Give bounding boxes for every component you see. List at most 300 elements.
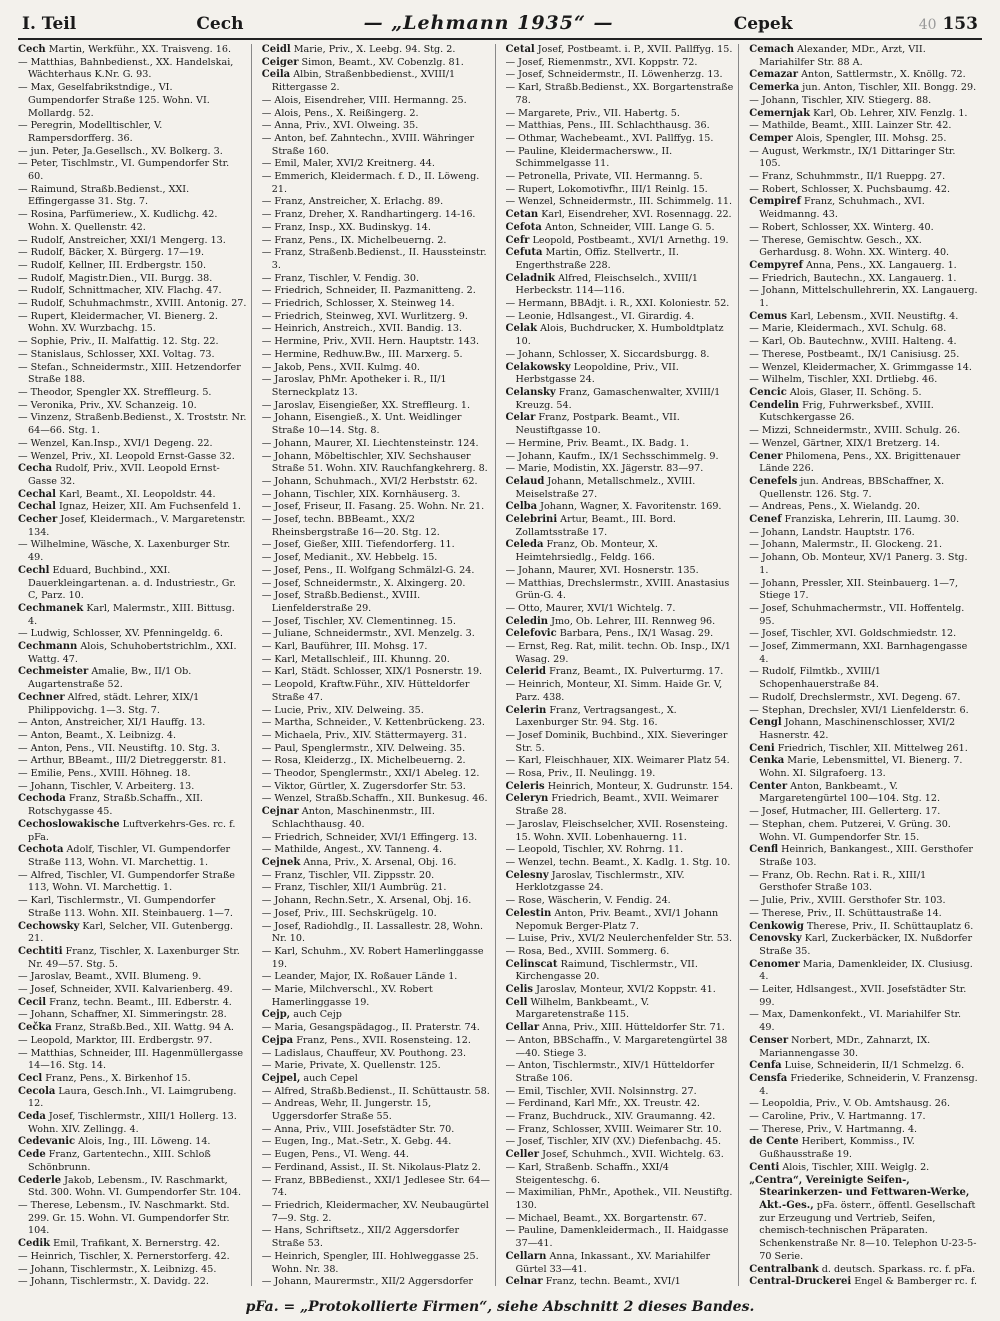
entry-text: — Therese, Priv., V. Hartmanng. 4. — [749, 1123, 918, 1135]
entry-text: — Hermine, Priv., XVII. Hern. Hauptstr. 143. — [261, 336, 480, 348]
entry-text: Leopold, Postbeamt., XVI/1 Arnethg. 19. — [529, 234, 729, 246]
directory-entry — [262, 705, 491, 718]
entry-text: — Anton, Tischlermstr., XIV/1 Hütteldorfer Straße 106. — [505, 1060, 715, 1084]
first-entry-word: Cech — [196, 14, 244, 34]
directory-entry — [18, 1035, 247, 1048]
entry-text: — Rupert, Kleidermacher, VI. Bienerg. 2. Wohn. XV. Wurzbachg. 15. — [18, 310, 218, 335]
entry-text: — Josef, Schneider, XVII. Kalvarienberg. 49. — [18, 984, 233, 996]
directory-entry — [262, 476, 491, 489]
entry-surname: Celedin — [505, 615, 549, 627]
directory-entry — [262, 946, 491, 971]
entry-text: Alois, Ing., III. Löweng. 14. — [75, 1136, 211, 1148]
entry-text: — Heinrich, Tischler, X. Pernerstorferg. 42. — [18, 1250, 230, 1262]
entry-text: Franz, Ob. Monteur, X. Heimtehrsiedlg., Feldg. 166. — [515, 539, 658, 564]
directory-entry — [506, 933, 735, 946]
entry-text: — Ernst, Reg. Rat, milit. techn. Ob. Insp., IX/1 Wasag. 29. — [505, 641, 731, 665]
entry-text: — Josef, Schneidermstr., II. Löwenherzg. 13. — [505, 69, 723, 81]
entry-text: — Vinzenz, Straßenb.Bedienst., X. Troststr. Nr. 64—66. Stg. 1. — [18, 412, 247, 437]
entry-text: d. deutsch. Sparkass. rc. f. pFa. — [818, 1263, 976, 1275]
entry-text: — Hermann, BBAdjt. i. R., XXI. Koloniestr. 52. — [505, 298, 730, 310]
entry-text: Norbert, MDr., Zahnarzt, IX. Mariannengasse 30. — [759, 1034, 931, 1059]
entry-text: — Rudolf, Kellner, III. Erdbergstr. 150. — [18, 259, 207, 271]
entry-surname: Celerin — [505, 704, 547, 716]
entry-text: — Anna, Priv., XVI. Olweing. 35. — [261, 120, 419, 132]
entry-text: — Therese, Lebensm., IV. Naschmarkt. Std. 299. Gr. 15. Wohn. VI. Gumpendorfer Str. 104. — [18, 1199, 230, 1237]
entry-text: — Jakob, Pens., XVII. Kulmg. 40. — [261, 361, 420, 373]
entry-text: — Wenzel, Gärtner, XIX/1 Bretzerg. 14. — [749, 437, 940, 449]
directory-entry — [18, 158, 247, 183]
entry-text: — Heinrich, Spengler, III. Hohlweggasse 25. Wohn. Nr. 38. — [261, 1250, 479, 1275]
entry-surname: Cemernjak — [749, 107, 811, 119]
directory-entry — [506, 1022, 735, 1035]
directory-entry — [506, 959, 735, 984]
entry-surname: Celesny — [505, 869, 549, 881]
directory-entry — [18, 692, 247, 717]
directory-entry — [506, 44, 735, 57]
directory-entry — [749, 146, 978, 171]
entry-text: — Leiter, Hdlsangest., XVII. Josefstädter Str. 99. — [749, 984, 967, 1008]
directory-entry — [749, 82, 978, 95]
entry-surname: Cemazar — [749, 69, 799, 81]
directory-entry — [262, 1009, 491, 1022]
directory-entry — [18, 1073, 247, 1086]
entry-text: — Othmar, Wachebeamt., XVI. Pallffyg. 15. — [505, 132, 714, 144]
directory-entry — [262, 781, 491, 794]
entry-surname: Cechowsky — [18, 920, 80, 932]
directory-entry — [18, 451, 247, 464]
entry-text: — Stanislaus, Schlosser, XXI. Voltag. 73. — [18, 348, 215, 360]
entry-text: — Anton, bef. Zahntechn., XVIII. Währinger Straße 160. — [261, 132, 475, 157]
entry-text: Karl, Lebensm., XVII. Neustiftg. 4. — [787, 310, 959, 322]
entry-text: — Mizzi, Schneidermstr., XVIII. Schulg. 26. — [749, 425, 961, 437]
entry-text: Anna, Inkassant., XV. Mariahilfer Gürtel 33—41. — [515, 1250, 711, 1275]
entry-surname: Celeris — [505, 780, 545, 792]
entry-text: — Wenzel, Kan.Insp., XVI/1 Degeng. 22. — [18, 437, 213, 449]
entry-surname: Cenefels — [749, 475, 798, 487]
directory-entry — [18, 971, 247, 984]
entry-text: — Rosina, Parfümeriew., X. Kudlichg. 42. Wohn. X. Quellenstr. 42. — [18, 209, 218, 233]
entry-text: Johann, Metallschmelz., XVIII. Meiselstraße 27. — [515, 475, 696, 500]
directory-entry — [262, 349, 491, 362]
entry-text: Karl, Zuckerbäcker, IX. Nußdorfer Straße 35. — [759, 933, 973, 957]
entry-text: — Robert, Schlosser, XX. Winterg. 40. — [749, 221, 934, 233]
entry-text: Franz, Vertragsangest., X. Laxenburger Str. 94. Stg. 16. — [515, 704, 677, 729]
directory-entry — [18, 438, 247, 451]
entry-surname: Cecha — [18, 463, 53, 475]
entry-text: Maria, Damenkleider, IX. Clusiusg. 4. — [759, 958, 973, 983]
entry-text: — Theodor, Spenglermstr., XXI/1 Abeleg. 12. — [261, 768, 480, 780]
entry-text: Anton, Maschinenmstr., III. Schlachthausg. 40. — [271, 806, 435, 830]
directory-entry — [18, 1111, 247, 1136]
entry-text: Karl, Malermstr., XIII. Bittusg. 4. — [28, 602, 235, 627]
directory-entry — [506, 705, 735, 730]
entry-text: — Josef, Gießer, XIII. Tiefendorferg. 11. — [261, 539, 455, 551]
directory-entry — [506, 895, 735, 908]
directory-entry — [262, 806, 491, 831]
entry-text: Franz, Schuhmach., XVI. Weidmanng. 43. — [759, 196, 925, 221]
entry-surname: Centralbank — [749, 1263, 819, 1275]
directory-entry — [749, 933, 978, 958]
entry-text: Karl, Eisendreher, XVI. Rosennagg. 22. — [538, 209, 732, 221]
directory-entry — [506, 946, 735, 959]
directory-entry — [18, 717, 247, 730]
entry-text: — jun. Peter, Ja.Gesellsch., XV. Bolkerg. 3. — [18, 145, 223, 157]
directory-entry — [18, 362, 247, 387]
entry-text: — Michael, Beamt., XX. Borgartenstr. 67. — [505, 1212, 707, 1224]
directory-entry — [749, 628, 978, 641]
entry-text: — Leander, Major, IX. Roßauer Lände 1. — [261, 971, 458, 983]
entry-text: Artur, Beamt., III. Bord. Zollamtsstraße 17. — [515, 514, 676, 538]
directory-entry — [262, 565, 491, 578]
directory-entry — [749, 921, 978, 934]
directory-entry — [506, 463, 735, 476]
directory-entry — [506, 1136, 735, 1149]
directory-entry — [18, 984, 247, 997]
entry-text: Alfred, städt. Lehrer, XIX/1 Philippovichg. 1—3. Stg. 7. — [28, 691, 200, 716]
entry-text: — Franz, BBBedienst., XXI/1 Jedlesee Str. 64—74. — [261, 1174, 490, 1199]
directory-entry — [262, 438, 491, 451]
entry-text: Frig, Fuhrwerksbef., XVIII. Kutschkergasse 26. — [759, 399, 934, 424]
directory-entry — [506, 1060, 735, 1085]
entry-text: — Mathilde, Angest., XV. Tanneng. 4. — [261, 844, 443, 856]
directory-entry — [749, 1276, 978, 1286]
directory-entry — [262, 1175, 491, 1200]
entry-text: Karl, Beamt., XI. Leopoldstr. 44. — [55, 488, 216, 500]
directory-entry — [18, 819, 247, 844]
entry-text: — Otto, Maurer, XVI/1 Wichtelg. 7. — [505, 602, 676, 614]
directory-entry — [18, 501, 247, 514]
directory-entry — [18, 1022, 247, 1035]
directory-entry — [18, 921, 247, 946]
directory-entry — [262, 1200, 491, 1225]
entry-surname: Celinscat — [505, 958, 558, 970]
entry-surname: Cede — [18, 1149, 46, 1161]
entry-text: — Josef, Pens., II. Wolfgang Schmälzl-G. 24. — [261, 564, 475, 576]
page-footer-note: pFa. = „Protokollierte Firmen“, siehe Abschnitt 2 dieses Bandes. — [245, 1299, 755, 1315]
volume-label: I. Teil — [22, 14, 77, 34]
entry-surname: Cetal — [505, 44, 535, 55]
entry-text: — Stefan., Schneidermstr., XIII. Hetzendorfer Straße 188. — [18, 361, 241, 386]
directory-entry — [262, 616, 491, 629]
directory-entry — [749, 387, 978, 400]
entry-text: Anna, Priv., XIII. Hütteldorfer Str. 71. — [539, 1022, 725, 1034]
directory-entry — [506, 679, 735, 704]
entry-text: — Maximilian, PhMr., Apothek., VII. Neustiftg. 130. — [505, 1187, 733, 1211]
directory-entry — [262, 755, 491, 768]
directory-entry — [18, 387, 247, 400]
entry-text: — Leopoldia, Priv., V. Ob. Amtshausg. 26. — [749, 1098, 951, 1110]
entry-text: — Wenzel, Straßb.Schaffn., XII. Bunkesug. 46. — [261, 793, 488, 805]
entry-text: Laura, Gesch.Inh., VI. Laimgrubeng. 12. — [28, 1085, 237, 1110]
entry-surname: Censfa — [749, 1072, 788, 1084]
directory-entry — [749, 133, 978, 146]
entry-text: — Eugen, Ing., Mat.-Setr., X. Gebg. 44. — [261, 1136, 452, 1148]
directory-entry — [18, 209, 247, 234]
directory-entry — [506, 1225, 735, 1250]
entry-text: — Johann, Tischlermstr., X. Davidg. 22. — [18, 1276, 209, 1286]
directory-entry — [262, 158, 491, 171]
entry-surname: Cemper — [749, 132, 793, 144]
directory-entry — [506, 298, 735, 311]
entry-text: — Franz, Dreher, X. Randhartingerg. 14-16. — [261, 209, 476, 221]
entry-text: — Rudolf, Magistr.Dien., VII. Burgg. 38. — [18, 272, 213, 284]
directory-entry — [506, 603, 735, 616]
entry-text: — Hermine, Priv. Beamt., IX. Badg. 1. — [505, 437, 689, 449]
directory-entry — [506, 628, 735, 641]
directory-entry — [749, 539, 978, 552]
pencil-annotation: 40 — [918, 17, 937, 33]
entry-surname: Celansky — [505, 386, 556, 398]
entry-text: Luftverkehrs-Ges. rc. f. pFa. — [28, 818, 236, 843]
directory-entry — [749, 1175, 978, 1264]
entry-text: — Rosa, Kleiderzg., IX. Michelbeuerng. 2. — [261, 755, 466, 767]
entry-surname: Celebrini — [505, 514, 558, 526]
entry-text: — Johann, Mittelschullehrerin, XX. Langauerg. 1. — [749, 285, 978, 310]
entry-surname: de Cente — [749, 1136, 799, 1148]
directory-entry — [18, 349, 247, 362]
entry-text: — Emilie, Pens., XVIII. Höhneg. 18. — [18, 768, 191, 780]
directory-entry — [506, 1213, 735, 1226]
directory-entry — [749, 362, 978, 375]
directory-entry — [18, 743, 247, 756]
entry-surname: Cell — [505, 996, 528, 1008]
directory-entry — [506, 793, 735, 818]
entry-text: — Pauline, Damenkleidermach., II. Haidgasse 37—41. — [505, 1225, 729, 1250]
entry-text: Franz, Tischler, X. Laxenburger Str. Nr. 49—57. Stg. 5. — [28, 945, 240, 970]
directory-entry — [506, 133, 735, 146]
entry-surname: Cenovsky — [749, 933, 802, 945]
directory-entry — [18, 1149, 247, 1174]
entry-text: — Raimund, Straßb.Bedienst., XXI. Effingergasse 31. Stg. 7. — [18, 183, 190, 208]
entry-text: — Therese, Postbeamt., IX/1 Canisiusg. 25. — [749, 348, 960, 360]
entry-text: — Franz, Tischler, XII/1 Aumbrüg. 21. — [261, 882, 447, 894]
directory-entry — [18, 1276, 247, 1286]
directory-entry — [18, 1009, 247, 1022]
directory-entry — [262, 641, 491, 654]
entry-text: — Rudolf, Schuhmachmstr., XVIII. Antonig. 27. — [18, 298, 247, 310]
directory-entry — [506, 476, 735, 501]
entry-surname: Celba — [505, 501, 538, 513]
directory-entry — [749, 578, 978, 603]
entry-text: — Peter, Tischlmstr., VI. Gumpendorfer Str. 60. — [18, 158, 230, 183]
entry-text: — Juliane, Schneidermstr., XVI. Menzelg. 3. — [261, 628, 475, 640]
entry-text: Philomena, Pens., XX. Brigittenauer Lände 226. — [759, 450, 961, 475]
directory-columns — [18, 44, 982, 1286]
directory-entry — [18, 412, 247, 437]
entry-surname: Cechmeister — [18, 666, 89, 678]
directory-entry — [262, 1048, 491, 1061]
directory-entry — [18, 895, 247, 920]
directory-entry — [749, 501, 978, 514]
entry-text: — Karl, Metallschleif., III. Khunng. 20. — [261, 653, 450, 665]
entry-text: jun. Andreas, BBSchaffner, X. Quellenstr. 126. Stg. 7. — [759, 475, 945, 500]
entry-text: — Ludwig, Schlosser, XV. Pfenningeldg. 6. — [18, 628, 223, 640]
entry-text: — Maria, Gesangspädagog., II. Praterstr. 74. — [261, 1022, 480, 1034]
entry-text: Anton, Bankbeamt., V. Margaretengürtel 100—104. Stg. 12. — [759, 780, 941, 805]
directory-entry — [506, 1276, 735, 1286]
entry-text: — August, Werkmstr., IX/1 Dittaringer Str. 105. — [749, 145, 956, 170]
directory-entry — [262, 1276, 491, 1286]
directory-entry — [506, 171, 735, 184]
entry-surname: Cechal — [18, 488, 56, 500]
entry-text: Martin, Offiz. Stellvertr., II. Engerthstraße 228. — [515, 247, 679, 271]
directory-entry — [506, 349, 735, 362]
directory-entry — [749, 1035, 978, 1060]
directory-entry — [749, 285, 978, 310]
directory-entry — [749, 425, 978, 438]
entry-text: Heinrich, Bankangest., XIII. Gersthofer Straße 103. — [759, 844, 973, 868]
entry-surname: Celak — [505, 323, 538, 335]
directory-entry — [262, 57, 491, 70]
directory-entry — [506, 120, 735, 133]
entry-surname: Cenomer — [749, 958, 800, 970]
page-title: — „Lehmann 1935“ — — [363, 12, 614, 34]
entry-text: — Leopold, Kraftw.Führ., XIV. Hütteldorfer Straße 47. — [261, 679, 470, 703]
directory-entry — [18, 1175, 247, 1200]
directory-entry — [506, 539, 735, 564]
page-header — [18, 12, 982, 40]
directory-entry — [506, 323, 735, 348]
entry-text: — Therese, Gemischtw. Gesch., XX. Gerhardusg. 8. Wohn. XX. Winterg. 40. — [749, 234, 950, 259]
directory-entry — [749, 44, 978, 69]
entry-surname: Celler — [505, 1149, 540, 1161]
entry-text: — Viktor, Gürtler, X. Zugersdorfer Str. 53. — [261, 780, 466, 792]
entry-text: Raimund, Tischlermstr., VII. Kirchengasse 20. — [515, 958, 698, 983]
entry-text: — Jaroslav, PhMr. Apotheker i. R., II/1 Sterneckplatz 13. — [261, 374, 447, 398]
directory-entry — [262, 44, 491, 57]
directory-entry — [749, 1264, 978, 1277]
entry-text: auch Cejp — [290, 1009, 342, 1021]
directory-entry — [18, 768, 247, 781]
directory-entry — [18, 463, 247, 488]
entry-text: Heribert, Kommiss., IV. Gußhausstraße 19. — [759, 1136, 915, 1161]
entry-text: auch Cepel — [300, 1072, 358, 1084]
entry-surname: Cemach — [749, 44, 794, 55]
directory-entry — [749, 451, 978, 476]
entry-text: Friedrich, Beamt., XVII. Weimarer Straße 28. — [515, 793, 719, 818]
entry-text: — Josef, Radiohdlg., II. Lassallestr. 28, Wohn. Nr. 10. — [261, 920, 484, 945]
entry-text: — Johann, Maurer, XI. Liechtensteinstr. 124. — [261, 437, 479, 449]
entry-text: Engel & Bamberger rc. f. — [854, 1276, 977, 1286]
entry-text: — Josef, Schneidermstr., X. Alxingerg. 20. — [261, 577, 466, 589]
directory-entry — [506, 908, 735, 933]
entry-text: — Rudolf, Bäcker, X. Bürgerg. 17—19. — [18, 247, 205, 259]
entry-text: — Rudolf, Drechslermstr., XVI. Degeng. 67. — [749, 691, 961, 703]
entry-text: — Johann, Möbeltischler, XIV. Sechshauser Straße 51. Wohn. XIV. Rauchfangkehrerg. 8. — [261, 450, 488, 475]
directory-entry — [18, 489, 247, 502]
directory-entry — [749, 641, 978, 666]
entry-text: Marie, Priv., X. Leebg. 94. Stg. 2. — [290, 44, 456, 55]
column-3 — [506, 44, 740, 1286]
directory-entry — [506, 438, 735, 451]
directory-entry — [506, 196, 735, 209]
directory-entry — [749, 108, 978, 121]
entry-text: — Karl, Tischlermstr., VI. Gumpendorfer Straße 113. Wohn. XII. Steinbauerg. 1—7. — [18, 895, 233, 919]
directory-entry — [18, 1200, 247, 1238]
entry-text: — Jaroslav, Eisengießer, XX. Streffleurg. 1. — [261, 399, 471, 411]
directory-entry — [18, 628, 247, 641]
directory-entry — [506, 1098, 735, 1111]
entry-text: Anton, Schneider, VIII. Lange G. 5. — [541, 221, 715, 233]
entry-text: Franz, Beamt., IX. Pulverturmg. 17. — [546, 666, 724, 678]
directory-entry — [262, 1124, 491, 1137]
entry-surname: Cellarn — [505, 1250, 547, 1262]
directory-entry — [18, 641, 247, 666]
directory-entry — [506, 984, 735, 997]
entry-surname: Cechtiti — [18, 945, 63, 957]
entry-text: — Ladislaus, Chauffeur, XV. Pouthong. 23. — [261, 1047, 467, 1059]
entry-text: — Matthias, Bahnbedienst., XX. Handelskai, Wächterhaus K.Nr. G. 93. — [18, 56, 234, 81]
entry-text: — Arthur, BBeamt., III/2 Dietreggerstr. 81. — [18, 755, 227, 767]
entry-surname: Cencic — [749, 386, 787, 398]
directory-entry — [262, 247, 491, 272]
entry-surname: Cempyref — [749, 259, 803, 271]
entry-surname: Cech — [18, 44, 46, 55]
entry-text: Johann, Wagner, X. Favoritenstr. 169. — [537, 501, 722, 513]
directory-entry — [749, 1111, 978, 1124]
entry-text: Franz, Postpark. Beamt., VII. Neustiftgasse 10. — [515, 412, 680, 437]
directory-entry — [506, 362, 735, 387]
entry-text: Anton, Sattlermstr., X. Knöllg. 72. — [798, 69, 966, 81]
entry-text: — Friedrich, Schlosser, X. Steinweg 14. — [261, 298, 455, 310]
directory-entry — [262, 793, 491, 806]
entry-text: Alois, Tischler, XIII. Weiglg. 2. — [779, 1161, 930, 1173]
entry-text: Simon, Beamt., XV. Cobenzlg. 81. — [298, 56, 464, 68]
directory-entry — [262, 666, 491, 679]
entry-text: Jakob, Lebensm., IV. Raschmarkt, Std. 300. Wohn. VI. Gumpendorfer Str. 104. — [28, 1174, 242, 1199]
directory-entry — [506, 857, 735, 870]
entry-surname: Cechoslowakische — [18, 818, 120, 830]
directory-entry — [506, 641, 735, 666]
entry-text: — Leopold, Tischler, XV. Rohrng. 11. — [505, 844, 684, 856]
entry-text: Alois, Glaser, II. Schöng. 5. — [786, 386, 922, 398]
directory-entry — [262, 1035, 491, 1048]
entry-text: Jaroslav, Tischlermstr., XIV. Herklotzgasse 24. — [515, 869, 685, 894]
entry-surname: Cechoda — [18, 793, 66, 805]
directory-entry — [262, 120, 491, 133]
entry-text: — Friedrich, Schneider, XVI/1 Effingerg. 13. — [261, 831, 478, 843]
entry-text: — Johann, Schuhmach., XVI/2 Herbststr. 62. — [261, 475, 478, 487]
entry-surname: Cederle — [18, 1174, 62, 1186]
directory-entry — [749, 336, 978, 349]
directory-entry — [262, 273, 491, 286]
entry-text: Friedrich, Tischler, XII. Mittelweg 261. — [774, 742, 968, 754]
entry-surname: Cenfa — [749, 1060, 782, 1072]
entry-text: — Johann, Schaffner, XI. Simmeringstr. 28. — [18, 1009, 227, 1021]
entry-text: Therese, Priv., II. Schüttauplatz 6. — [803, 920, 974, 932]
entry-surname: Cechota — [18, 844, 64, 856]
entry-text: — Johann, Tischlermstr., X. Leibnizg. 45. — [18, 1263, 217, 1275]
directory-entry — [18, 260, 247, 273]
directory-entry — [506, 311, 735, 324]
directory-entry — [18, 184, 247, 209]
entry-text: — Karl, Städt. Schlosser, XIX/1 Posnerstr. 19. — [261, 666, 483, 678]
entry-text: — Martha, Schneider., V. Kettenbrückeng. 23. — [261, 717, 485, 729]
entry-text: Luise, Schneiderin, II/1 Schmelzg. 6. — [781, 1060, 965, 1072]
entry-text: — Friedrich, Steinweg, XVI. Wurlitzerg. 9. — [261, 310, 468, 322]
directory-entry — [18, 755, 247, 768]
directory-entry — [506, 768, 735, 781]
entry-text: — Johann, Tischler, XIX. Kornhäuserg. 3. — [261, 488, 461, 500]
entry-text: — Robert, Schlosser, X. Puchsbaumg. 42. — [749, 183, 951, 195]
directory-entry — [749, 844, 978, 869]
directory-entry — [18, 870, 247, 895]
entry-text: — Josef, Riemenmstr., XVI. Koppstr. 72. — [505, 56, 698, 68]
entry-text: — Johann, Kaufm., IX/1 Sechsschimmelg. 9. — [505, 450, 719, 462]
entry-text: Ignaz, Heizer, XII. Am Fuchsenfeld 1. — [55, 501, 241, 513]
directory-entry — [749, 95, 978, 108]
directory-entry — [262, 489, 491, 502]
